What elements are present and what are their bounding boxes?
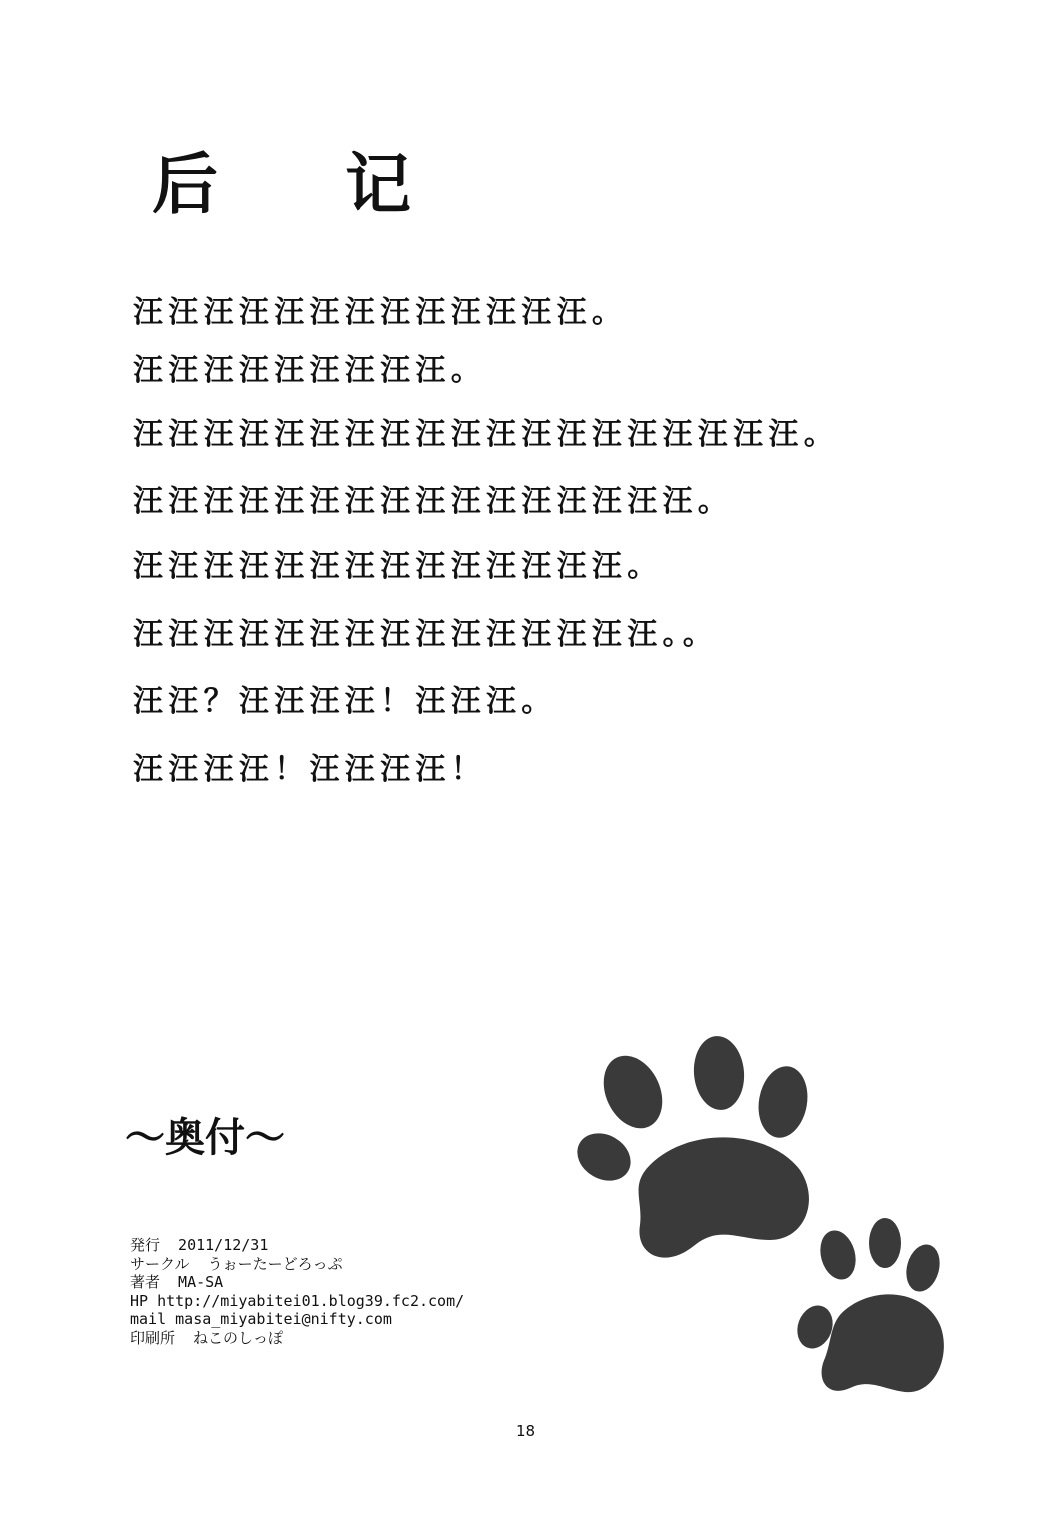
paw-print-icon xyxy=(792,1218,945,1392)
body-line: 汪汪汪汪汪汪汪汪汪汪汪汪汪。 xyxy=(133,295,628,330)
body-line: 汪汪汪汪汪汪汪汪汪。 xyxy=(133,353,486,388)
body-line: 汪汪汪汪汪汪汪汪汪汪汪汪汪汪。 xyxy=(133,549,663,584)
page-number: 18 xyxy=(516,1422,536,1440)
body-line: 汪汪汪汪！汪汪汪汪！ xyxy=(133,752,486,787)
paw-print-icon xyxy=(569,1034,813,1258)
page-title: 后 记 xyxy=(152,146,463,223)
colophon-title: ～奥付～ xyxy=(125,1115,285,1161)
body-line: 汪汪？汪汪汪汪！汪汪汪。 xyxy=(133,684,557,719)
colophon-author: 著者 MA-SA xyxy=(130,1273,224,1291)
body-line: 汪汪汪汪汪汪汪汪汪汪汪汪汪汪汪。。 xyxy=(133,617,719,652)
body-line: 汪汪汪汪汪汪汪汪汪汪汪汪汪汪汪汪。 xyxy=(133,484,734,519)
colophon-date: 発行 2011/12/31 xyxy=(130,1236,269,1254)
body-line: 汪汪汪汪汪汪汪汪汪汪汪汪汪汪汪汪汪汪汪。 xyxy=(133,417,839,452)
colophon-mail: mail masa_miyabitei@nifty.com xyxy=(130,1310,392,1328)
colophon-circle: サークル うぉーたーどろっぷ xyxy=(130,1254,343,1273)
colophon-printer: 印刷所 ねこのしっぽ xyxy=(130,1328,284,1347)
colophon-homepage: HP http://miyabitei01.blog39.fc2.com/ xyxy=(130,1291,465,1310)
